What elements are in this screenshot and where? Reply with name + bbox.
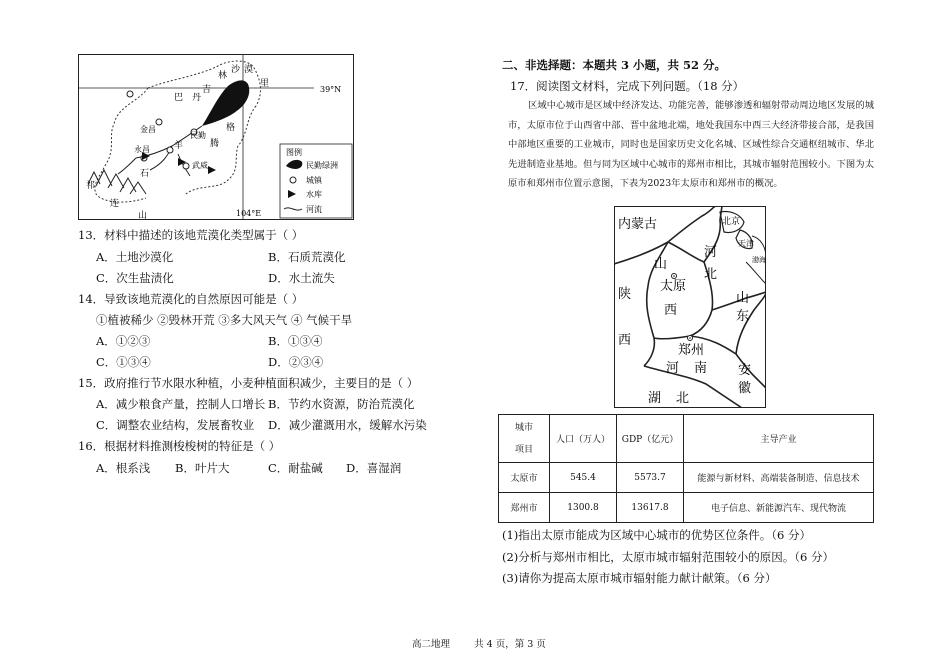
place-label: 吉 <box>202 85 212 95</box>
region-label: 东 <box>736 309 750 324</box>
question-16-stem: 16．根据材料推测梭梭树的特征是（ ） <box>78 439 281 453</box>
desert-map <box>78 54 354 220</box>
table-header-row <box>499 415 874 463</box>
option[interactable]: C．①③④ <box>96 355 151 369</box>
location-map <box>614 206 766 408</box>
lat-label: 39°N <box>320 85 342 94</box>
option[interactable]: B．①③④ <box>268 334 323 348</box>
region-label: 湖 <box>648 391 662 406</box>
header-city: 城市 <box>514 422 533 433</box>
region-label: 河 <box>666 361 680 376</box>
option[interactable]: B．叶片大 <box>175 461 230 475</box>
question-14-items: ①植被稀少 ②毁林开荒 ③多大风天气 ④ 气候干旱 <box>96 313 353 327</box>
place-label: 腾 <box>210 139 220 149</box>
option[interactable]: C．耐盐碱 <box>268 461 323 475</box>
question-17-title: 17．阅读图文材料，完成下列问题。（18 分） <box>510 79 745 93</box>
section-title: 二、非选择题：本题共 3 小题，共 52 分。 <box>502 58 727 72</box>
place-label: 漠 <box>244 65 254 75</box>
table-cell: 545.4 <box>550 463 617 493</box>
region-label: 渤海 <box>752 256 766 264</box>
city-comparison-table <box>498 414 874 523</box>
place-label: 武威 <box>192 161 208 170</box>
city-label: 郑州 <box>678 343 705 358</box>
page-footer: 高二地理 共 4 页，第 3 页 <box>412 639 546 650</box>
option[interactable]: B．节约水资源，防治荒漠化 <box>268 397 415 411</box>
question-15-stem: 15．政府推行节水限水种植，小麦种植面积减少，主要目的是（ ） <box>78 376 419 390</box>
place-label: 巴 <box>174 93 184 103</box>
header-item: 项目 <box>514 444 533 455</box>
region-label: 西 <box>618 333 632 348</box>
table-cell: 1300.8 <box>550 493 617 523</box>
table-cell: 13617.8 <box>617 493 684 523</box>
place-label: 羊 <box>174 141 184 151</box>
table-header-cell: 主导产业 <box>684 415 874 463</box>
region-label: 山 <box>654 257 668 272</box>
place-label: 丹 <box>192 93 202 103</box>
option[interactable]: A．①②③ <box>96 334 151 348</box>
material-paragraph: 区域中心城市是区域中经济发达、功能完善，能够渗透和辐射带动周边地区发展的城市，太原市位于山西省中部、晋中盆地北端，地处我国东中西三大经济带接合部，是我国中部地区重要的工业城市，同时也是国家历史文化名城、区域性综合交通枢纽城市、华北先进制造业基地。但与同为区域中心城市的郑州市相比，其城市辐射范围较小。下图为太原市和郑州市位置示意图，下表为2023年太原市和郑州市的概况。 <box>508 100 874 189</box>
place-label: 连 <box>110 199 120 209</box>
table-header-cell: GDP（亿元） <box>617 415 684 463</box>
place-label: 金昌 <box>140 125 156 134</box>
table-header-cell <box>499 415 550 463</box>
table-cell: 郑州市 <box>499 493 550 523</box>
region-label: 徽 <box>738 381 752 396</box>
place-label: 石 <box>140 169 150 179</box>
option[interactable]: C．调整农业结构，发展畜牧业 <box>96 418 255 432</box>
legend-item: 河流 <box>306 205 322 214</box>
place-label: 里 <box>260 79 270 89</box>
region-label: 南 <box>694 361 708 376</box>
region-label: 安 <box>738 363 752 378</box>
option[interactable]: D．减少灌溉用水，缓解水污染 <box>268 418 427 432</box>
lon-label: 104°E <box>236 209 262 218</box>
place-label: 山 <box>138 211 148 220</box>
subquestion-1: (1)指出太原市能成为区域中心城市的优势区位条件。（6 分） <box>502 528 812 542</box>
table-cell: 太原市 <box>499 463 550 493</box>
table-row <box>499 493 874 523</box>
region-label: 河 <box>704 245 718 260</box>
place-label: 民勤 <box>190 131 206 140</box>
option[interactable]: D．水土流失 <box>268 271 335 285</box>
table-cell: 电子信息、新能源汽车、现代物流 <box>684 493 874 523</box>
place-label: 林 <box>218 71 228 81</box>
place-label: 祁 <box>86 181 96 191</box>
table-row <box>499 463 874 493</box>
city-label: 太原 <box>660 279 687 294</box>
place-label: 永昌 <box>134 145 150 154</box>
option[interactable]: B．石质荒漠化 <box>268 250 346 264</box>
region-label: 北京 <box>722 217 741 227</box>
question-13-stem: 13．材料中描述的该地荒漠化类型属于（ ） <box>78 228 304 242</box>
location-map-svg <box>614 206 766 408</box>
option[interactable]: A．土地沙漠化 <box>96 250 174 264</box>
region-label: 北 <box>676 391 690 406</box>
region-label: 西 <box>664 303 678 318</box>
region-label: 天津 <box>738 239 754 248</box>
option[interactable]: C．次生盐渍化 <box>96 271 174 285</box>
region-label: 山 <box>736 291 750 306</box>
region-label: 陕 <box>618 287 632 302</box>
legend-title: 图例 <box>286 148 302 157</box>
legend-item: 水库 <box>306 190 322 199</box>
place-label: 格 <box>226 123 236 133</box>
place-label: 沙 <box>231 65 241 75</box>
legend-item: 城镇 <box>306 176 322 185</box>
option[interactable]: D．喜湿润 <box>346 461 402 475</box>
table-header-cell: 人口（万人） <box>550 415 617 463</box>
legend-item: 民勤绿洲 <box>306 161 338 170</box>
desert-map-svg <box>78 54 354 220</box>
table-cell: 能源与新材料、高端装备制造、信息技术 <box>684 463 874 493</box>
subquestion-2: (2)分析与郑州市相比，太原市城市辐射范围较小的原因。（6 分） <box>502 550 835 564</box>
question-14-stem: 14．导致该地荒漠化的自然原因可能是（ ） <box>78 292 304 306</box>
table-cell: 5573.7 <box>617 463 684 493</box>
option[interactable]: A．减少粮食产量，控制人口增长 <box>96 397 266 411</box>
option[interactable]: D．②③④ <box>268 355 324 369</box>
option[interactable]: A．根系浅 <box>96 461 151 475</box>
region-label: 北 <box>704 267 718 282</box>
subquestion-3: (3)请你为提高太原市城市辐射能力献计献策。（6 分） <box>502 571 777 585</box>
region-label: 内蒙古 <box>618 217 658 232</box>
